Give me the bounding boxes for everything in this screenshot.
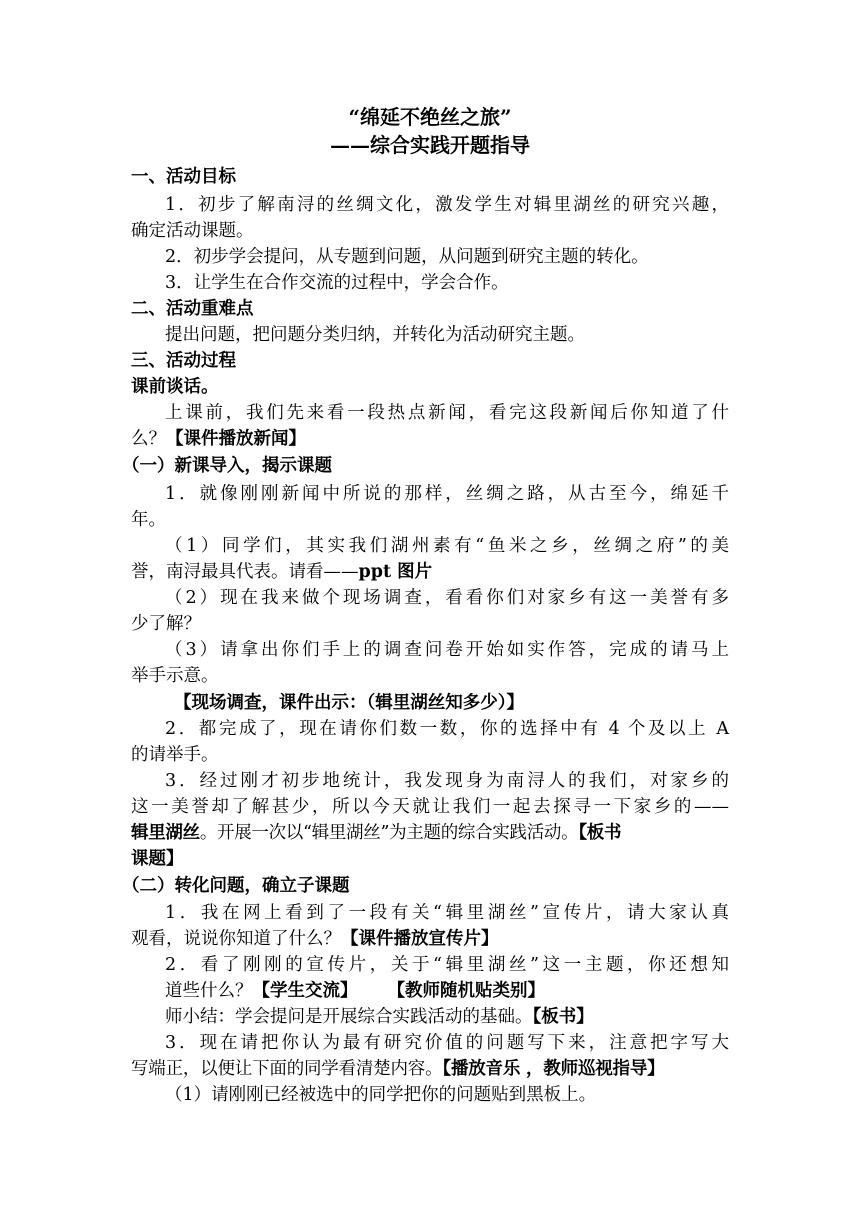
pre-class-line-2 xyxy=(131,426,306,452)
part-1-heading: （一）新课导入，揭示课题 xyxy=(122,456,332,476)
teacher-summary-text: 师小结：学会提问是开展综合实践活动的基础。 xyxy=(165,1007,533,1027)
student-exchange-note: 【学生交流】 xyxy=(252,981,358,1001)
document-title: “绵延不绝丝之旅” xyxy=(348,105,512,129)
part-1-q1-note: ppt 图片 xyxy=(358,562,433,582)
part-1-q2-line-1: （2）现在我来做个现场调查，看看你们对家乡有这一美誉有多 xyxy=(165,588,729,608)
part-2-item-3-text: 写端正，以便让下面的同学看清楚内容。 xyxy=(131,1059,443,1079)
document-subtitle: ——综合实践开题指导 xyxy=(330,133,530,157)
part-1-q3-line-2: 举手示意。 xyxy=(131,666,219,686)
board-note-end: 课题】 xyxy=(131,849,184,869)
part-2-heading: （二）转化问题，确立子课题 xyxy=(122,876,350,896)
part-1-item-3-line-2: 这一美誉却了解甚少，所以今天就让我们一起去探寻一下家乡的—— xyxy=(131,797,729,817)
pre-class-line-1: 上课前，我们先来看一段热点新闻，看完这段新闻后你知道了什 xyxy=(165,403,729,423)
goal-1-line-2: 确定活动课题。 xyxy=(131,221,254,241)
part-2-item-3-line-1: 3．现在请把你认为最有研究价值的问题写下来，注意把字写大 xyxy=(165,1033,729,1053)
part-1-q2-line-2: 少了解？ xyxy=(131,614,201,634)
pre-class-text: 么？ xyxy=(131,429,166,449)
pre-class-note: 【课件播放新闻】 xyxy=(166,429,306,449)
board-note-start: 【板书 xyxy=(578,823,622,843)
teacher-summary-note: 【板书】 xyxy=(532,1007,594,1027)
part-2-item-1-line-1: 1．我在网上看到了一段有关“辑里湖丝”宣传片，请大家认真 xyxy=(165,903,729,923)
part-1-item-3-line-3 xyxy=(131,820,621,846)
section-heading-process: 三、活动过程 xyxy=(131,351,236,371)
part-2-item-1-note: 【课件播放宣传片】 xyxy=(341,929,499,949)
part-2-q1: （1）请刚刚已经被选中的同学把你的问题贴到黑板上。 xyxy=(165,1085,597,1105)
part-2-item-3-line-2 xyxy=(131,1056,664,1082)
goal-2: 2．初步学会提问，从专题到问题，从问题到研究主题的转化。 xyxy=(165,247,649,267)
part-1-q3-line-1: （3）请拿出你们手上的调查问卷开始如实作答，完成的请马上 xyxy=(165,640,729,660)
teacher-summary xyxy=(165,1004,594,1030)
topic-name: 辑里湖丝 xyxy=(131,823,200,843)
goal-3: 3．让学生在合作交流的过程中，学会合作。 xyxy=(165,273,509,293)
part-2-item-2-line-2 xyxy=(165,978,545,1004)
part-1-item-2-line-2: 的请举手。 xyxy=(131,745,219,765)
music-note: 【播放音乐 ，教师巡视指导】 xyxy=(442,1059,665,1079)
part-1-q1-text: 誉，南浔最具代表。请看—— xyxy=(131,562,359,582)
part-1-item-1-line-1: 1．就像刚刚新闻中所说的那样，丝绸之路，从古至今，绵延千 xyxy=(165,484,729,504)
part-1-item-3-text: 。开展一次以“辑里湖丝”为主题的综合实践活动。 xyxy=(199,823,579,843)
part-1-q1-line-1: （1）同学们，其实我们湖州素有“鱼米之乡，丝绸之府”的美 xyxy=(165,536,729,556)
part-1-item-1-line-2: 年。 xyxy=(131,510,166,530)
part-1-item-3-line-1: 3．经过刚才初步地统计，我发现身为南浔人的我们，对家乡的 xyxy=(165,771,729,791)
section-heading-key-points: 二、活动重难点 xyxy=(131,299,254,319)
part-2-item-2-line-1: 2．看了刚刚的宣传片，关于“辑里湖丝”这一主题，你还想知 xyxy=(165,955,729,975)
part-2-item-1-line-2 xyxy=(131,926,499,952)
goal-1-line-1: 1．初步了解南浔的丝绸文化，激发学生对辑里湖丝的研究兴趣， xyxy=(165,195,729,215)
pre-class-heading: 课前谈话。 xyxy=(131,377,219,397)
section-heading-goals: 一、活动目标 xyxy=(131,167,236,187)
key-points-text: 提出问题，把问题分类归纳，并转化为活动研究主题。 xyxy=(165,325,585,345)
part-1-q1-line-2 xyxy=(131,559,432,585)
teacher-category-note: 【教师随机贴类别】 xyxy=(387,981,545,1001)
part-1-item-2-line-1: 2．都完成了，现在请你们数一数，你的选择中有 4 个及以上 A xyxy=(165,719,729,739)
part-2-item-2-text: 道些什么？ xyxy=(165,981,253,1001)
survey-note: 【现场调查，课件出示：（辑里湖丝知多少）】 xyxy=(174,693,524,713)
part-2-item-1-text: 观看，说说你知道了什么？ xyxy=(131,929,341,949)
